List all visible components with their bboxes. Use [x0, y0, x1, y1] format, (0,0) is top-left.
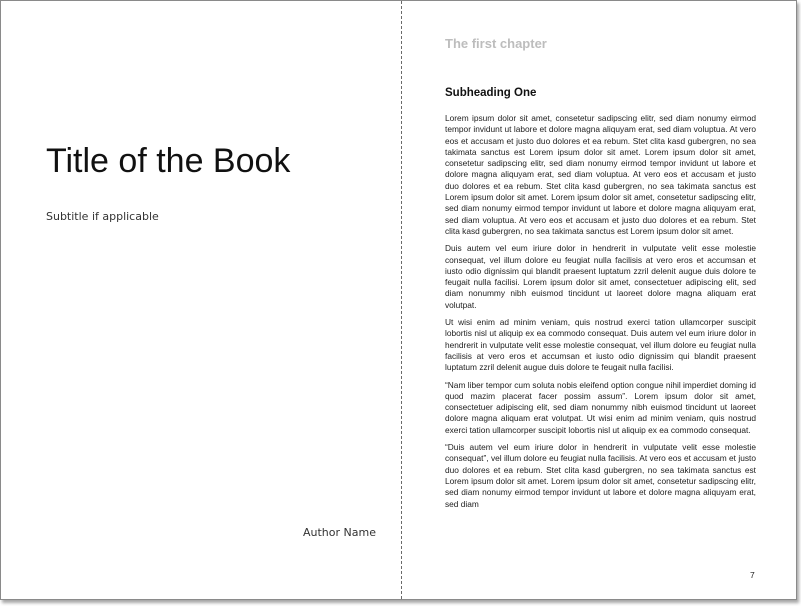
chapter-title: The first chapter — [445, 36, 547, 51]
page-number: 7 — [750, 570, 755, 580]
paragraph: Ut wisi enim ad minim veniam, quis nostrud exerci tation ullamcorper suscipit lobortis nisl ut aliquip ex ea commodo consequat. Duis autem vel eum iriure dolor in hendrerit in vulputate velit esse molestie consequat, vel illum dolore eu feugiat nulla facilisis at vero eros et accumsan et iusto odio dignissim qui blandit praesent luptatum zzril delenit augue duis dolore te feugait nulla facilisi. — [445, 317, 756, 373]
subheading: Subheading One — [445, 87, 537, 99]
book-title: Title of the Book — [46, 142, 291, 180]
book-subtitle: Subtitle if applicable — [46, 210, 159, 223]
left-page — [1, 1, 402, 599]
right-page — [402, 1, 798, 599]
paragraph: Duis autem vel eum iriure dolor in hendrerit in vulputate velit esse molestie consequat, vel illum dolore eu feugiat nulla facilisis at vero eros et accumsan et iusto odio dignissim qui blandit praesent luptatum zzril delenit augue duis dolore te feugait nulla facilisi. Lorem ipsum dolor sit amet, consectetuer adipiscing elit, sed diam nonummy nibh euismod tincidunt ut laoreet dolore magna aliquam erat volutpat. — [445, 243, 756, 310]
paragraph: Lorem ipsum dolor sit amet, consetetur sadipscing elitr, sed diam nonumy eirmod tempor invidunt ut labore et dolore magna aliquyam erat, sed diam voluptua. At vero eos et accusam et justo duo dolores et ea rebum. Stet clita kasd gubergren, no sea takimata sanctus est Lorem ipsum dolor sit amet. Lorem ipsum dolor sit amet, consetetur sadipscing elitr, sed diam nonumy eirmod tempor invidunt ut labore et dolore magna aliquyam erat, sed diam voluptua. At vero eos et accusam et justo duo dolores et ea rebum. Stet clita kasd gubergren, no sea takimata sanctus est Lorem ipsum dolor sit amet. Lorem ipsum dolor sit amet, consetetur sadipscing elitr, sed diam nonumy eirmod tempor invidunt ut labore et dolore magna aliquyam erat, sed diam voluptua. At vero eos et accusam et justo duo dolores et ea rebum. Stet clita kasd gubergren, no sea takimata sanctus est Lorem ipsum dolor sit amet. — [445, 113, 756, 236]
paragraph: “Nam liber tempor cum soluta nobis eleifend option congue nihil imperdiet doming id quod mazim placerat facer possim assum”. Lorem ipsum dolor sit amet, consectetuer adipiscing elit, sed diam nonummy nibh euismod tincidunt ut laoreet dolore magna aliquam erat volutpat. Ut wisi enim ad minim veniam, quis nostrud exerci tation ullamcorper suscipit lobortis nisl ut aliquip ex ea commodo consequat. — [445, 379, 756, 435]
paragraph: “Duis autem vel eum iriure dolor in hendrerit in vulputate velit esse molestie consequat”, vel illum dolore eu feugiat nulla facilisis. At vero eos et accusam et justo duo dolores et ea rebum. Stet clita kasd gubergren, no sea takimata sanctus est Lorem ipsum dolor sit amet. Lorem ipsum dolor sit amet, consetetur sadipscing elitr, sed diam nonumy eirmod tempor invidunt ut labore et dolore magna aliquyam erat, sed diam — [445, 442, 756, 509]
body-text — [445, 113, 756, 554]
author-name: Author Name — [303, 526, 376, 539]
